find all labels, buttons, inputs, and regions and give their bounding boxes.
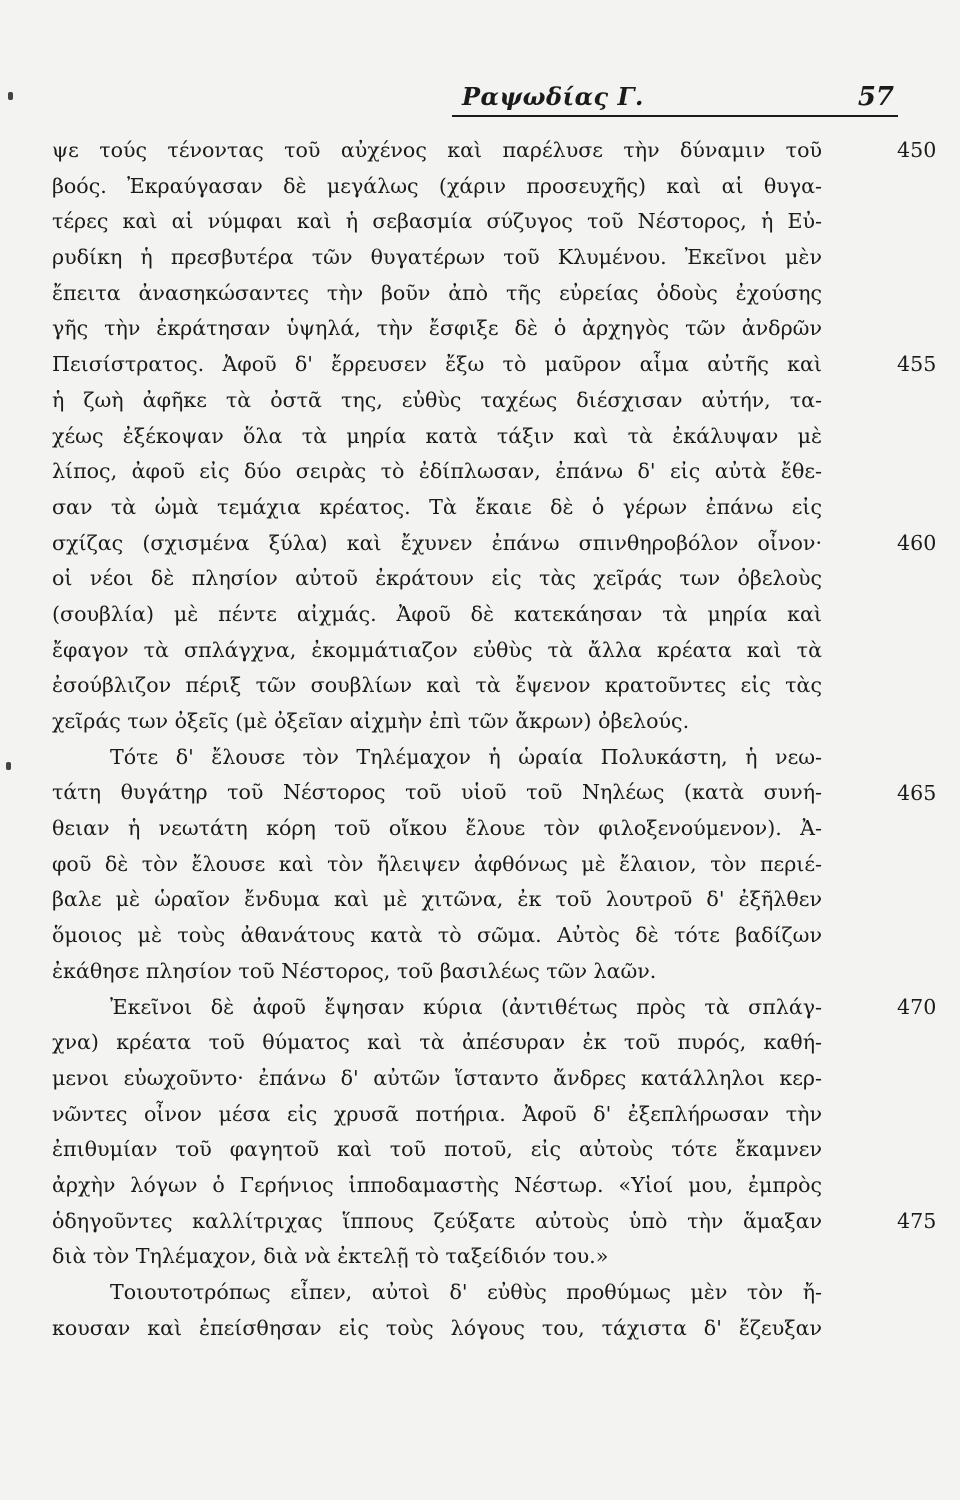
text-line: ἔπειτα ἀνασηκώσαντες τὴν βοῦν ἀπὸ τῆς εὐρείας ὁδοὺς ἐχούσης bbox=[52, 280, 822, 305]
text-line: ἐσούβλιζον πέριξ τῶν σουβλίων καὶ τὰ ἔψενον κρατοῦντες εἰς τὰς bbox=[52, 673, 822, 698]
text-line: ἐπιθυμίαν τοῦ φαγητοῦ καὶ τοῦ ποτοῦ, εἰς αὐτοὺς τότε ἔκαμνεν bbox=[52, 1137, 822, 1162]
text-line: Ἐκεῖνοι δὲ ἀφοῦ ἔψησαν κύρια (ἀντιθέτως πρὸς τὰ σπλάγ- bbox=[110, 994, 822, 1019]
text-line: Πεισίστρατος. Ἀφοῦ δ' ἔρρευσεν ἔξω τὸ μαῦρον αἷμα αὐτῆς καὶ bbox=[52, 352, 822, 377]
text-line: διὰ τὸν Τηλέμαχον, διὰ νὰ ἐκτελῇ τὸ ταξείδιόν του.» bbox=[52, 1244, 609, 1269]
line-number: 470 bbox=[897, 994, 937, 1019]
page-number: 57 bbox=[857, 82, 894, 112]
text-line: χεῖράς των ὀξεῖς (μὲ ὀξεῖαν αἰχμὴν ἐπὶ τῶν ἄκρων) ὀβελούς. bbox=[52, 709, 690, 733]
text-line: οἱ νέοι δὲ πλησίον αὐτοῦ ἐκράτουν εἰς τὰς χεῖράς των ὀβελοὺς bbox=[52, 566, 822, 591]
running-title: Ραψωδίας Γ. bbox=[462, 82, 644, 111]
scan-edge-mark bbox=[8, 92, 13, 100]
text-line: Τότε δ' ἔλουσε τὸν Τηλέμαχον ἡ ὡραία Πολυκάστη, ἡ νεω- bbox=[110, 744, 822, 769]
text-line: ὅμοιος μὲ τοὺς ἀθανάτους κατὰ τὸ σῶμα. Αὐτὸς δὲ τότε βαδίζων bbox=[52, 923, 822, 948]
text-line: χνα) κρέατα τοῦ θύματος καὶ τὰ ἀπέσυραν ἐκ τοῦ πυρός, καθή- bbox=[52, 1030, 822, 1055]
text-line: ἐκάθησε πλησίον τοῦ Νέστορος, τοῦ βασιλέως τῶν λαῶν. bbox=[52, 958, 657, 983]
text-line: ἡ ζωὴ ἀφῆκε τὰ ὀστᾶ της, εὐθὺς ταχέως διέσχισαν αὐτήν, τα- bbox=[52, 387, 822, 412]
text-line: ψε τούς τένοντας τοῦ αὐχένος καὶ παρέλυσε τὴν δύναμιν τοῦ bbox=[52, 138, 822, 162]
text-line: Τοιουτοτρόπως εἶπεν, αὐτοὶ δ' εὐθὺς προθύμως μὲν τὸν ἤ- bbox=[110, 1280, 822, 1304]
line-number: 455 bbox=[897, 352, 937, 377]
line-number: 450 bbox=[897, 138, 937, 162]
body-text bbox=[52, 133, 937, 1346]
line-number: 460 bbox=[897, 530, 937, 555]
text-line: νῶντες οἶνον μέσα εἰς χρυσᾶ ποτήρια. Ἀφοῦ δ' ἐξεπλήρωσαν τὴν bbox=[52, 1101, 822, 1126]
header-rule bbox=[452, 115, 898, 117]
text-line: βαλε μὲ ὡραῖον ἔνδυμα καὶ μὲ χιτῶνα, ἐκ τοῦ λουτροῦ δ' ἐξῆλθεν bbox=[52, 887, 822, 912]
text-line: (σουβλία) μὲ πέντε αἰχμάς. Ἀφοῦ δὲ κατεκάησαν τὰ μηρία καὶ bbox=[52, 601, 822, 626]
text-line: κουσαν καὶ ἐπείσθησαν εἰς τοὺς λόγους του, τάχιστα δ' ἔζευξαν bbox=[52, 1315, 822, 1340]
text-line: βοός. Ἐκραύγασαν δὲ μεγάλως (χάριν προσευχῆς) καὶ αἱ θυγα- bbox=[52, 173, 822, 198]
text-line: θειαν ἡ νεωτάτη κόρη τοῦ οἴκου ἔλουε τὸν φιλοξενούμενον). Ἀ- bbox=[52, 816, 822, 841]
page-header bbox=[52, 82, 898, 122]
text-line: μενοι εὐωχοῦντο· ἐπάνω δ' αὐτῶν ἵσταντο ἄνδρες κατάλληλοι κερ- bbox=[52, 1065, 822, 1090]
text-line: ἀρχὴν λόγων ὁ Γερήνιος ἱπποδαμαστὴς Νέστωρ. «Υἱοί μου, ἐμπρὸς bbox=[52, 1172, 822, 1197]
text-line: ἔφαγον τὰ σπλάγχνα, ἐκομμάτιαζον εὐθὺς τὰ ἄλλα κρέατα καὶ τὰ bbox=[52, 637, 822, 662]
text-line: φοῦ δὲ τὸν ἔλουσε καὶ τὸν ἤλειψεν ἀφθόνως μὲ ἔλαιον, τὸν περιέ- bbox=[52, 851, 822, 876]
text-line: σχίζας (σχισμένα ξύλα) καὶ ἔχυνεν ἐπάνω σπινθηροβόλον οἶνον· bbox=[52, 530, 822, 555]
text-line: ρυδίκη ἡ πρεσβυτέρα τῶν θυγατέρων τοῦ Κλυμένου. Ἐκεῖνοι μὲν bbox=[52, 245, 822, 270]
scan-edge-mark bbox=[6, 762, 11, 770]
line-number: 475 bbox=[897, 1209, 937, 1233]
text-line: τέρες καὶ αἱ νύμφαι καὶ ἡ σεβασμία σύζυγος τοῦ Νέστορος, ἡ Εὐ- bbox=[52, 209, 822, 234]
text-line: λίπος, ἀφοῦ εἰς δύο σειρὰς τὸ ἐδίπλωσαν, ἐπάνω δ' εἰς αὐτὰ ἔθε- bbox=[52, 459, 822, 484]
text-line: σαν τὰ ὠμὰ τεμάχια κρέατος. Τὰ ἔκαιε δὲ ὁ γέρων ἐπάνω εἰς bbox=[52, 494, 822, 519]
text-line: χέως ἐξέκοψαν ὅλα τὰ μηρία κατὰ τάξιν καὶ τὰ ἐκάλυψαν μὲ bbox=[52, 423, 822, 448]
line-number: 465 bbox=[897, 780, 937, 805]
text-line: ὁδηγοῦντες καλλίτριχας ἵππους ζεύξατε αὐτοὺς ὑπὸ τὴν ἅμαξαν bbox=[52, 1208, 822, 1233]
text-line: γῆς τὴν ἐκράτησαν ὑψηλά, τὴν ἔσφιξε δὲ ὁ ἀρχηγὸς τῶν ἀνδρῶν bbox=[52, 316, 822, 341]
text-line: τάτη θυγάτηρ τοῦ Νέστορος τοῦ υἱοῦ τοῦ Νηλέως (κατὰ συνή- bbox=[52, 780, 822, 805]
